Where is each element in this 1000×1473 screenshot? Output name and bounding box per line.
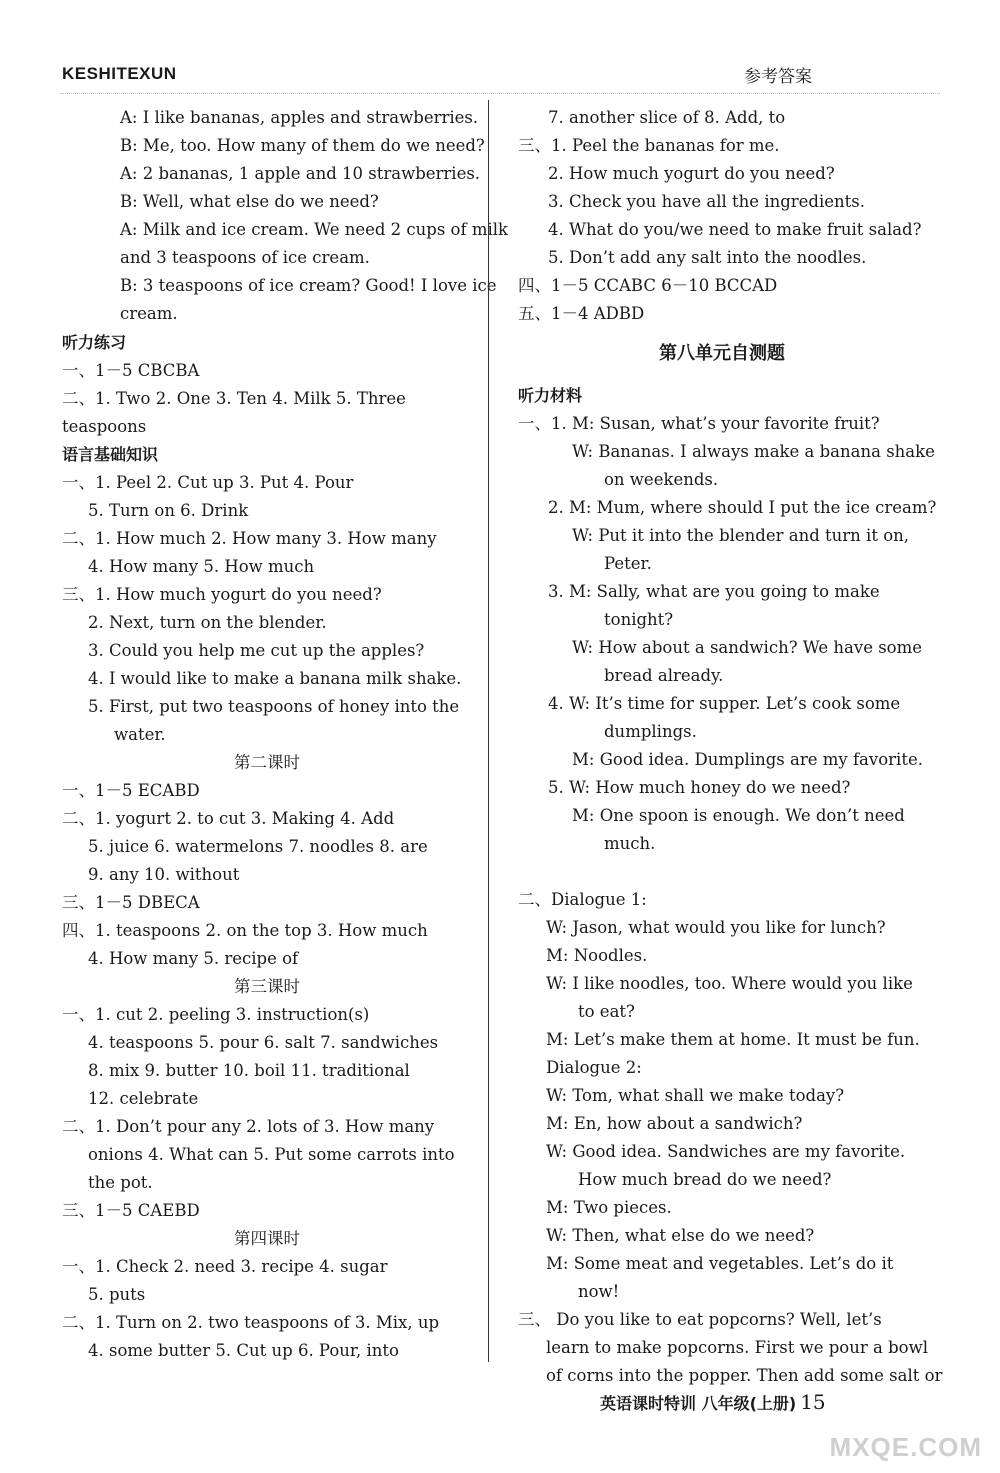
right-text-line: 二、Dialogue 1: [518,890,647,909]
right-text-line: 第八单元自测题 [659,343,785,364]
right-text-line: 2. M: Mum, where should I put the ice cream? [548,498,937,517]
right-text-line: Peter. [604,554,652,573]
left-text-line: 一、1. Check 2. need 3. recipe 4. sugar [62,1257,388,1276]
right-text-line: 听力材料 [518,386,583,405]
right-text-line: How much bread do we need? [578,1170,832,1189]
right-text-line: 三、 Do you like to eat popcorns? Well, let’s [518,1310,882,1329]
left-text-line: 一、1. cut 2. peeling 3. instruction(s) [62,1005,370,1024]
right-text-line: Dialogue 2: [546,1058,642,1077]
right-text-line: M: Let’s make them at home. It must be fun. [546,1030,920,1049]
left-text-line: 8. mix 9. butter 10. boil 11. traditional [88,1061,410,1080]
left-text-line: cream. [120,304,178,323]
left-text-line: 3. Could you help me cut up the apples? [88,641,425,660]
right-text-line: 7. another slice of 8. Add, to [548,108,786,127]
right-text-line: 4. W: It’s time for supper. Let’s cook some [548,694,901,713]
right-text-line: of corns into the popper. Then add some salt or [546,1366,943,1385]
left-text-line: and 3 teaspoons of ice cream. [120,248,370,267]
right-text-line: 3. Check you have all the ingredients. [548,192,866,211]
right-text-line: learn to make popcorns. First we pour a bowl [546,1338,928,1357]
right-text-line: 4. What do you/we need to make fruit salad? [548,220,922,239]
watermark: MXQE.COM [829,1432,982,1462]
left-text-line: the pot. [88,1173,153,1192]
right-text-line: W: Then, what else do we need? [546,1226,815,1245]
right-text-line: M: En, how about a sandwich? [546,1114,803,1133]
left-text-line: 三、1. How much yogurt do you need? [62,585,382,604]
right-text-line: M: Good idea. Dumplings are my favorite. [572,750,923,769]
right-text-line: 三、1. Peel the bananas for me. [518,136,780,155]
left-text-line: 第三课时 [234,977,300,996]
right-text-line: W: Bananas. I always make a banana shake [572,442,935,461]
left-text-line: onions 4. What can 5. Put some carrots into [88,1145,455,1164]
left-text-line: 一、1－5 ECABD [62,781,200,800]
right-text-line: W: I like noodles, too. Where would you like [546,974,913,993]
right-text-line: W: How about a sandwich? We have some [572,638,923,657]
left-text-line: 三、1－5 DBECA [62,893,200,912]
right-text-line: W: Good idea. Sandwiches are my favorite. [546,1142,906,1161]
left-text-line: 二、1. Two 2. One 3. Ten 4. Milk 5. Three [62,389,406,408]
right-text-line: M: Noodles. [546,946,648,965]
right-text-line: to eat? [578,1002,635,1021]
right-text-line: bread already. [604,666,724,685]
right-text-line: 四、1－5 CCABC 6－10 BCCAD [518,276,778,295]
left-text-line: B: Me, too. How many of them do we need? [120,136,485,155]
right-text-line: 五、1－4 ADBD [518,304,645,323]
right-text-line: 5. W: How much honey do we need? [548,778,851,797]
left-text-line: 9. any 10. without [88,865,240,884]
left-text-line: 第二课时 [234,753,300,772]
column-divider [488,100,489,1362]
left-text-line: 二、1. Don’t pour any 2. lots of 3. How many [62,1117,435,1136]
right-text-line: 一、1. M: Susan, what’s your favorite fruit? [518,414,880,433]
left-text-line: B: 3 teaspoons of ice cream? Good! I love ice [120,276,497,295]
left-text-line: 四、1. teaspoons 2. on the top 3. How much [62,921,428,940]
right-text-line: M: Two pieces. [546,1198,672,1217]
right-text-line: M: One spoon is enough. We don’t need [572,806,905,825]
right-text-line: now! [578,1282,620,1301]
left-text-line: A: 2 bananas, 1 apple and 10 strawberries. [120,164,481,183]
left-text-line: 4. teaspoons 5. pour 6. salt 7. sandwiches [88,1033,439,1052]
left-text-line: 4. How many 5. recipe of [88,949,299,968]
right-text-line: 3. M: Sally, what are you going to make [548,582,880,601]
right-text-line: M: Some meat and vegetables. Let’s do it [546,1254,894,1273]
right-text-line: on weekends. [604,470,719,489]
left-text-line: A: I like bananas, apples and strawberries. [120,108,479,127]
header-rule [60,93,940,94]
right-text-line: dumplings. [604,722,697,741]
left-text-line: 二、1. Turn on 2. two teaspoons of 3. Mix, up [62,1313,440,1332]
section-header: 参考答案 [744,67,812,87]
right-text-line: W: Tom, what shall we make today? [546,1086,845,1105]
left-text-line: 二、1. yogurt 2. to cut 3. Making 4. Add [62,809,395,828]
left-text-line: water. [114,725,166,744]
footer-book-title: 英语课时特训 八年级(上册) [600,1394,797,1413]
left-text-line: 5. Turn on 6. Drink [88,501,249,520]
left-text-line: 三、1－5 CAEBD [62,1201,200,1220]
right-text-line: W: Jason, what would you like for lunch? [546,918,886,937]
left-text-line: 5. juice 6. watermelons 7. noodles 8. are [88,837,428,856]
page-number: 15 [800,1390,826,1414]
left-text-line: 4. some butter 5. Cut up 6. Pour, into [88,1341,399,1360]
right-text-line: much. [604,834,656,853]
left-text-line: B: Well, what else do we need? [120,192,379,211]
left-text-line: 一、1. Peel 2. Cut up 3. Put 4. Pour [62,473,354,492]
left-text-line: 第四课时 [234,1229,300,1248]
left-text-line: 语言基础知识 [62,445,159,464]
publisher-header: KESHITEXUN [62,64,177,83]
right-text-line: 5. Don’t add any salt into the noodles. [548,248,867,267]
left-text-line: 一、1－5 CBCBA [62,361,200,380]
page-footer [600,1390,826,1414]
right-text-line: W: Put it into the blender and turn it on, [572,526,910,545]
left-text-line: 12. celebrate [88,1089,199,1108]
right-text-line: tonight? [604,610,674,629]
left-text-line: 4. How many 5. How much [88,557,315,576]
left-text-line: A: Milk and ice cream. We need 2 cups of milk [120,220,509,239]
left-text-line: 5. puts [88,1285,146,1304]
right-text-line: 2. How much yogurt do you need? [548,164,835,183]
left-text-line: 2. Next, turn on the blender. [88,613,327,632]
left-text-line: 4. I would like to make a banana milk shake. [88,669,462,688]
left-text-line: 二、1. How much 2. How many 3. How many [62,529,437,548]
left-text-line: teaspoons [62,417,147,436]
left-text-line: 听力练习 [62,333,127,352]
left-text-line: 5. First, put two teaspoons of honey into the [88,697,460,716]
